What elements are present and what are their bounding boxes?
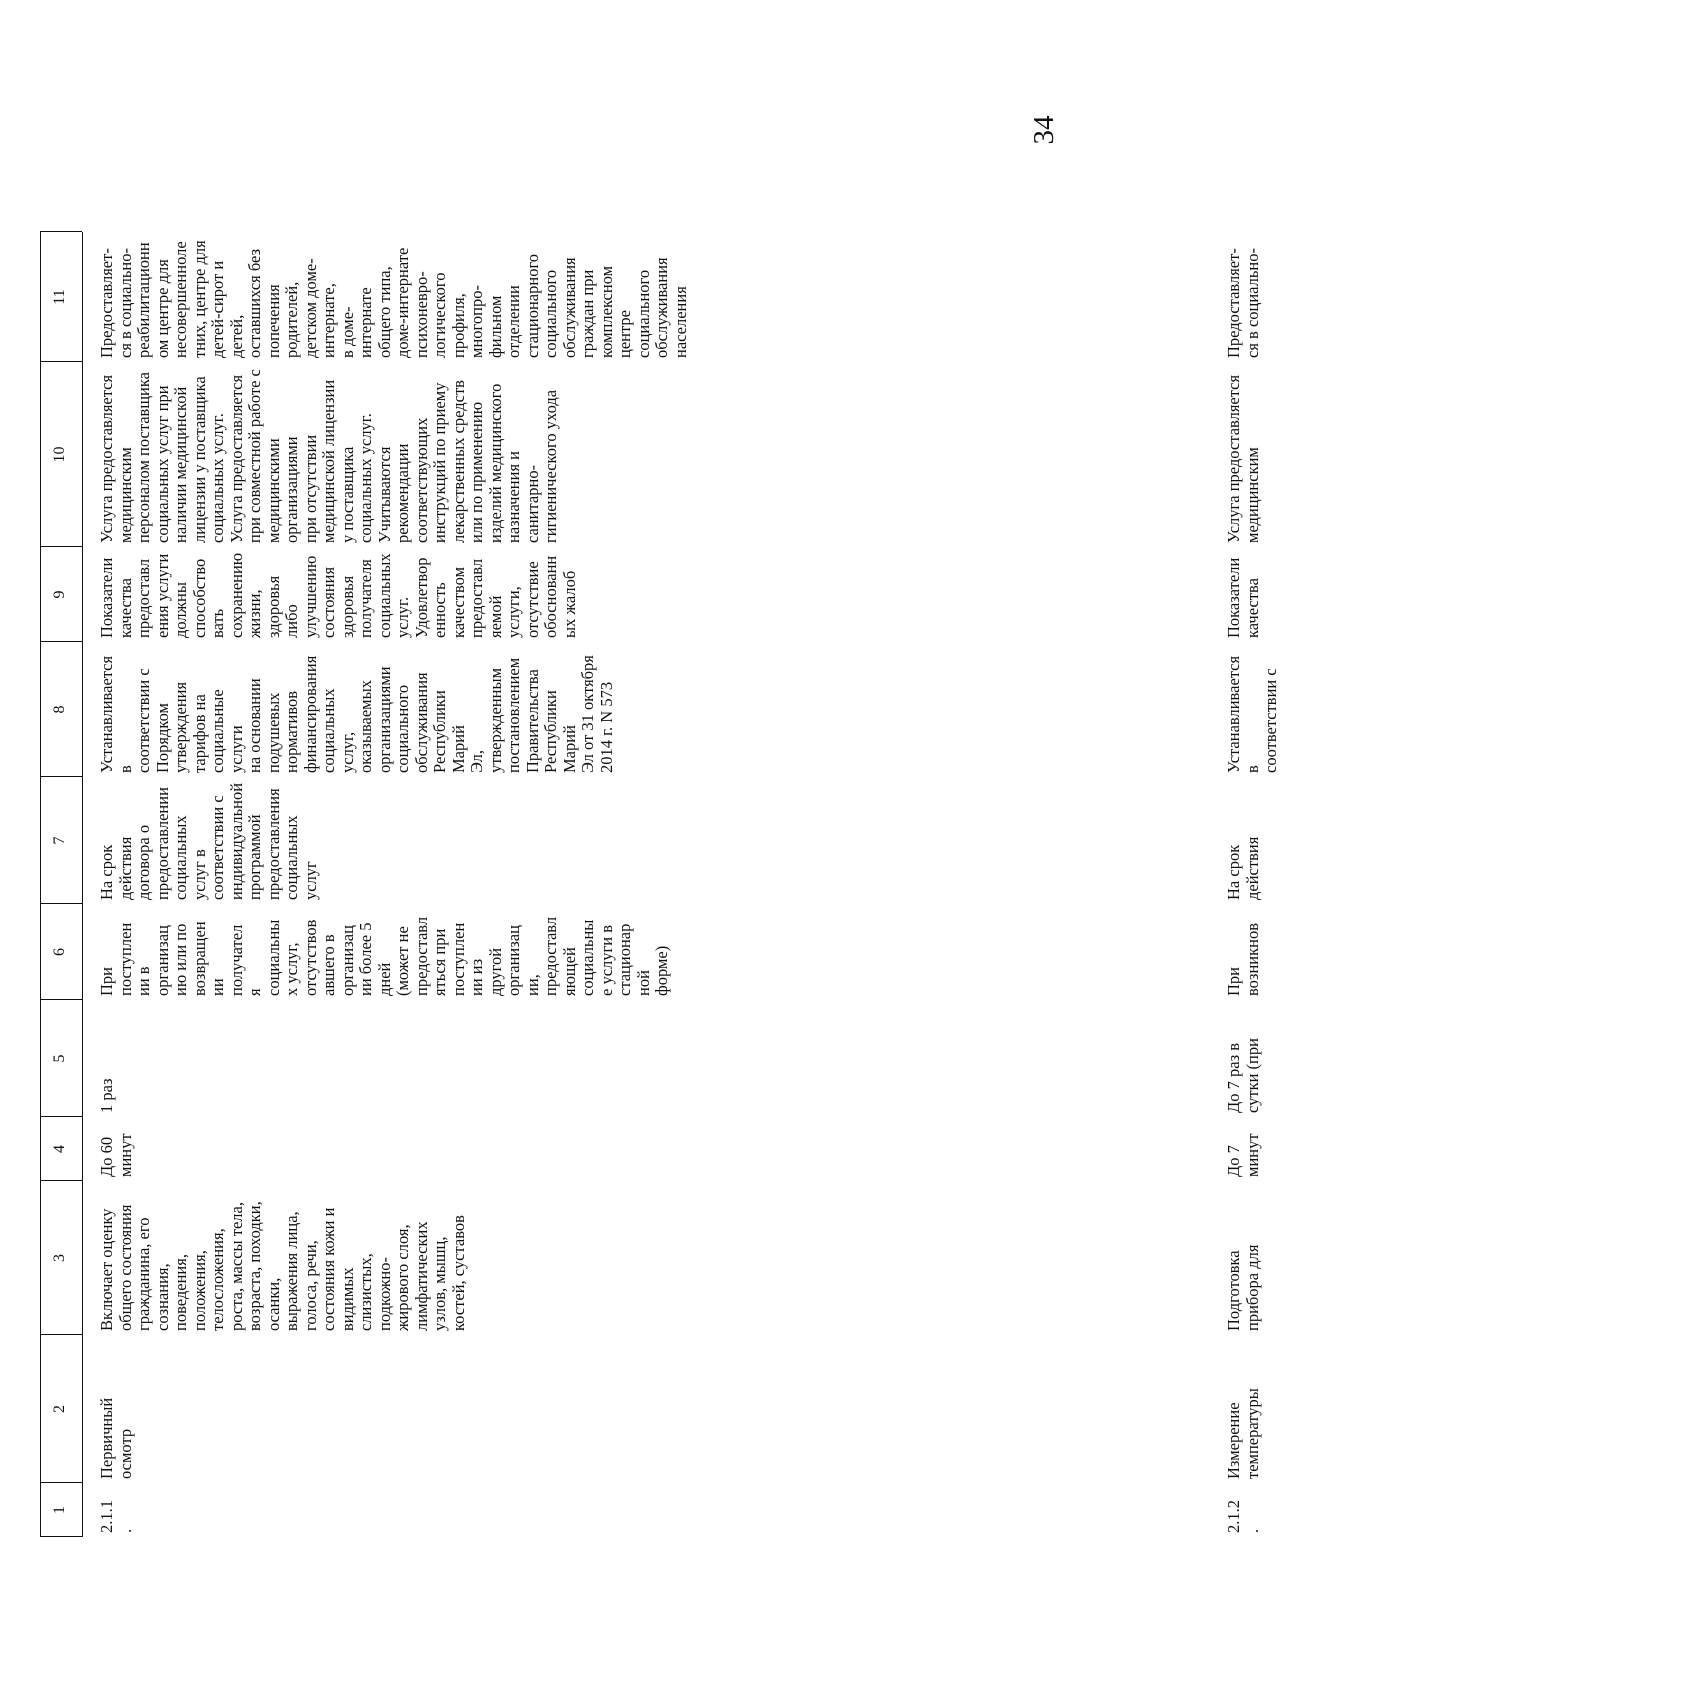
provision-conditions: При возникнов	[1224, 923, 1262, 996]
service-description: Включает оценку общего состояния гражданина, его сознания, поведения, положения, телосложения, роста, массы тела, возраста, походки, осанки, выражения лица, голоса, речи, состояния кожи и видимых слизистых, подкожно- жирового слоя, лимфатических узлов, мышц, костей, суставов	[97, 1201, 468, 1331]
column-number: 9	[51, 590, 68, 599]
table-rule	[40, 903, 82, 904]
table-rule	[40, 776, 82, 777]
service-description: Подготовка прибора для	[1224, 1244, 1262, 1331]
column-number: 7	[51, 836, 68, 845]
table-rule	[82, 232, 83, 1537]
table-rule	[40, 999, 82, 1000]
row-code: 2.1.1 .	[97, 1500, 135, 1533]
table-rule	[40, 232, 41, 1537]
table-rule	[40, 1116, 82, 1117]
service-frequency: 1 раз	[97, 1078, 116, 1113]
service-term: На срок действия договора о предоставлении социальных услуг в соответствии с индивидуальной программой предоставления социальных услуг	[97, 782, 320, 900]
service-notes: Предоставляет- ся в социально- реабилитационн ом центре для несовершенноле тних, центре для детей-сирот и детей, оставшихся без попечения родителей, детском доме- интернате, в доме- интернате общего типа, доме-интернате психоневро- логического профиля, многопро- фильном отделении стационарного социального обслуживания граждан при комплексном центре социального обслуживания населения	[97, 240, 690, 358]
table-rule	[40, 546, 82, 547]
service-name: Измерение температуры	[1224, 1388, 1262, 1479]
page-number: 34	[1028, 115, 1060, 145]
column-number: 5	[51, 1054, 68, 1063]
row-code: 2.1.2 .	[1224, 1500, 1262, 1533]
service-conditions: Услуга предоставляется медицинским	[1224, 374, 1262, 543]
table-rule	[40, 1180, 82, 1181]
column-number: 8	[51, 705, 68, 714]
service-duration: До 60 минут	[97, 1133, 135, 1177]
column-number: 3	[51, 1254, 68, 1262]
table-rule	[40, 231, 82, 232]
service-tariff: Устанавливается в соответствии с	[1224, 655, 1280, 773]
service-notes: Предоставляет- ся в социально-	[1224, 248, 1262, 358]
table-rule	[40, 1482, 82, 1483]
provision-conditions: При поступлен ии в организац ию или по возвращен ии получател я социальны х услуг, отсутствов авшего в организац ии более 5 дней (может не предоставл яться при поступлен ии из другой организац ии, предоставл яющей социальны е услуги в стационар ной форме)	[97, 916, 671, 996]
quality-indicators: Показатели качества предоставл ения услуги должны способство вать сохранению жизни, здоровья либо улучшению состояния здоровья получателя социальных услуг. Удовлетвор енность качеством предоставл яемой услуги, отсутствие обоснованн ых жалоб	[97, 552, 579, 638]
table-rule	[40, 1334, 82, 1335]
table-rule	[40, 1536, 82, 1537]
column-number: 4	[51, 1145, 68, 1153]
column-number: 11	[51, 289, 68, 305]
service-duration: До 7 минут	[1224, 1133, 1262, 1177]
service-name: Первичный осмотр	[97, 1397, 135, 1479]
column-number: 1	[51, 1506, 68, 1514]
service-conditions: Услуга предоставляется медицинским персоналом поставщика социальных услуг при наличии медицинской лицензии у поставщика социальных услуг. Услуга предоставляется при совместной работе с медицинскими организациями при отсутствии медицинской лицензии у поставщика социальных услуг. Учитываются рекомендации соответствующих инструкций по приему лекарственных средств или по применению изделий медицинского назначения и санитарно- гигиенического ухода	[97, 369, 560, 543]
table-rule	[40, 361, 82, 362]
service-term: На срок действия	[1224, 836, 1262, 900]
column-number: 6	[51, 948, 68, 956]
column-number: 2	[51, 1405, 68, 1413]
service-frequency: До 7 раз в сутки (при	[1224, 1038, 1262, 1113]
service-tariff: Устанавливается в соответствии с Порядком утверждения тарифов на социальные услуги на основании подушевых нормативов финансирования социальных услуг, оказываемых организациями социального обслуживания Республики Марий Эл, утвержденным постановлением Правительства Республики Марий Эл от 31 октября 2014 г. N 573	[97, 655, 616, 773]
column-number: 10	[51, 446, 68, 463]
table-rule	[40, 641, 82, 642]
quality-indicators: Показатели качества	[1224, 557, 1262, 638]
